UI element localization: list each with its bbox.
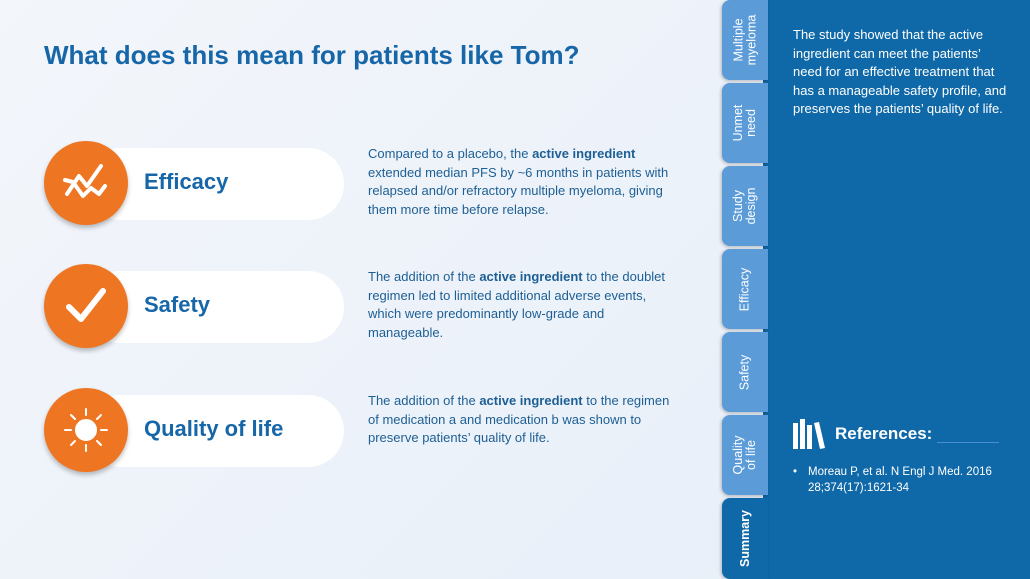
trend-lines-icon: [44, 141, 128, 225]
safety-row: [44, 264, 684, 350]
page-title: What does this mean for patients like Tom?: [44, 40, 580, 70]
references-divider: [937, 442, 999, 443]
checkmark-icon: [44, 264, 128, 348]
safety-label: Safety: [144, 292, 211, 317]
safety-description: The addition of the active ingredient to the doublet regimen led to limited additional adverse events, which were predominantly low-grade and manageable.: [368, 269, 666, 340]
quality-of-life-row: [44, 388, 684, 474]
quality-of-life-description: The addition of the active ingredient to the regimen of medication a and medication b was shown to preserve patients’ quality of life.: [368, 393, 670, 445]
tab-summary[interactable]: Summary: [722, 498, 768, 579]
references-title: References:: [835, 424, 933, 443]
quality-of-life-label: Quality of life: [144, 416, 284, 441]
summary-text: The study showed that the active ingredient can meet the patients’ need for an effective treatment that has a manageable safety profile, and preserves the patients’ quality of life.: [793, 27, 1007, 116]
references-header: [793, 419, 932, 449]
tab-safety[interactable]: Safety: [722, 332, 768, 412]
tab-multiple-myeloma[interactable]: Multiple myeloma: [722, 0, 768, 80]
tab-study-design[interactable]: Study design: [722, 166, 768, 246]
efficacy-row: [44, 141, 684, 227]
reference-item: • Moreau P, et al. N Engl J Med. 2016 28;374(17):1621-34: [793, 464, 1008, 496]
efficacy-description: Compared to a placebo, the active ingredient extended median PFS by ~6 months in patients with relapsed and/or refractory multiple myeloma, giving them more time before relapse.: [368, 146, 669, 217]
efficacy-label: Efficacy: [144, 169, 229, 194]
tab-quality-of-life[interactable]: Quality of life: [722, 415, 768, 495]
tab-unmet-need[interactable]: Unmet need: [722, 83, 768, 163]
books-icon: [793, 419, 825, 449]
sun-icon: [44, 388, 128, 472]
tab-efficacy[interactable]: Efficacy: [722, 249, 768, 329]
